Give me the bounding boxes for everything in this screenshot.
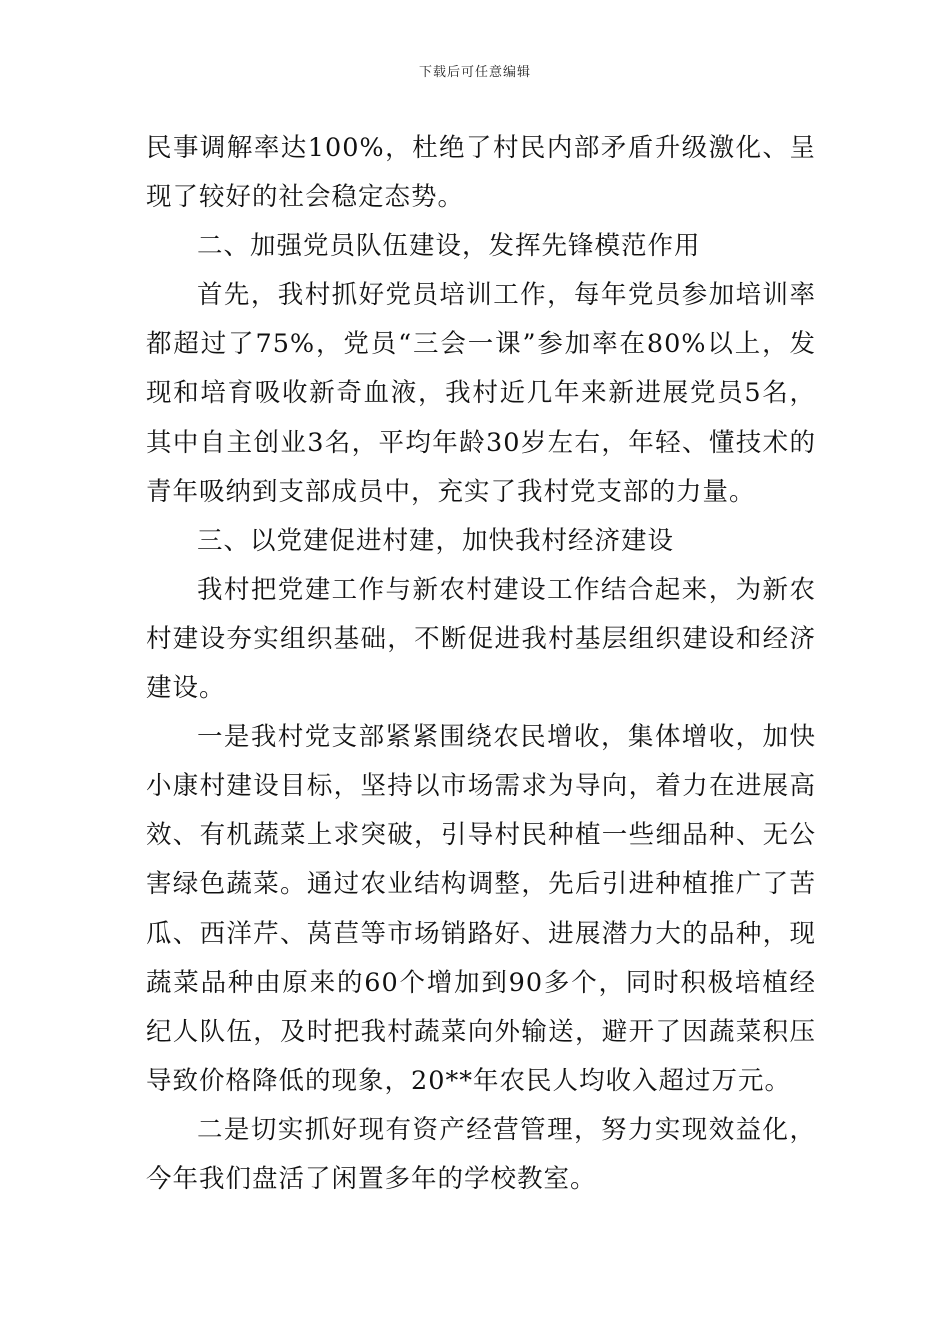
paragraph-continuation: 民事调解率达100%，杜绝了村民内部矛盾升级激化、呈现了较好的社会稳定态势。 bbox=[146, 133, 816, 213]
section-heading-2: 二、加强党员队伍建设，发挥先锋模范作用 bbox=[197, 231, 701, 262]
paragraph-assets: 二是切实抓好现有资产经营管理，努力实现效益化，今年我们盘活了闲置多年的学校教室。 bbox=[146, 1114, 816, 1194]
paragraph-new-village: 我村把党建工作与新农村建设工作结合起来，为新农村建设夯实组织基础，不断促进我村基层组织建设和经济建设。 bbox=[146, 574, 816, 704]
paragraph-vegetables: 一是我村党支部紧紧围绕农民增收，集体增收，加快小康村建设目标，坚持以市场需求为导向，着力在进展高效、有机蔬菜上求突破，引导村民种植一些细品种、无公害绿色蔬菜。通过农业结构调整，先后引进种植推广了苦瓜、西洋芹、莴苣等市场销路好、进展潜力大的品种，现蔬菜品种由原来的60个增加到90多个，同时积极培植经纪人队伍，及时把我村蔬菜向外输送，避开了因蔬菜积压导致价格降低的现象，20**年农民人均收入超过万元。 bbox=[146, 722, 816, 1096]
document-body bbox=[146, 124, 816, 1204]
section-heading-3: 三、以党建促进村建，加快我村经济建设 bbox=[197, 525, 675, 556]
paragraph-training: 首先，我村抓好党员培训工作，每年党员参加培训率都超过了75%，党员“三会一课”参加率在80%以上，发现和培育吸收新奇血液，我村近几年来新进展党员5名，其中自主创业3名，平均年龄30岁左右，年轻、懂技术的青年吸纳到支部成员中，充实了我村党支部的力量。 bbox=[146, 280, 816, 507]
page-header: 下载后可任意编辑 bbox=[418, 65, 531, 80]
